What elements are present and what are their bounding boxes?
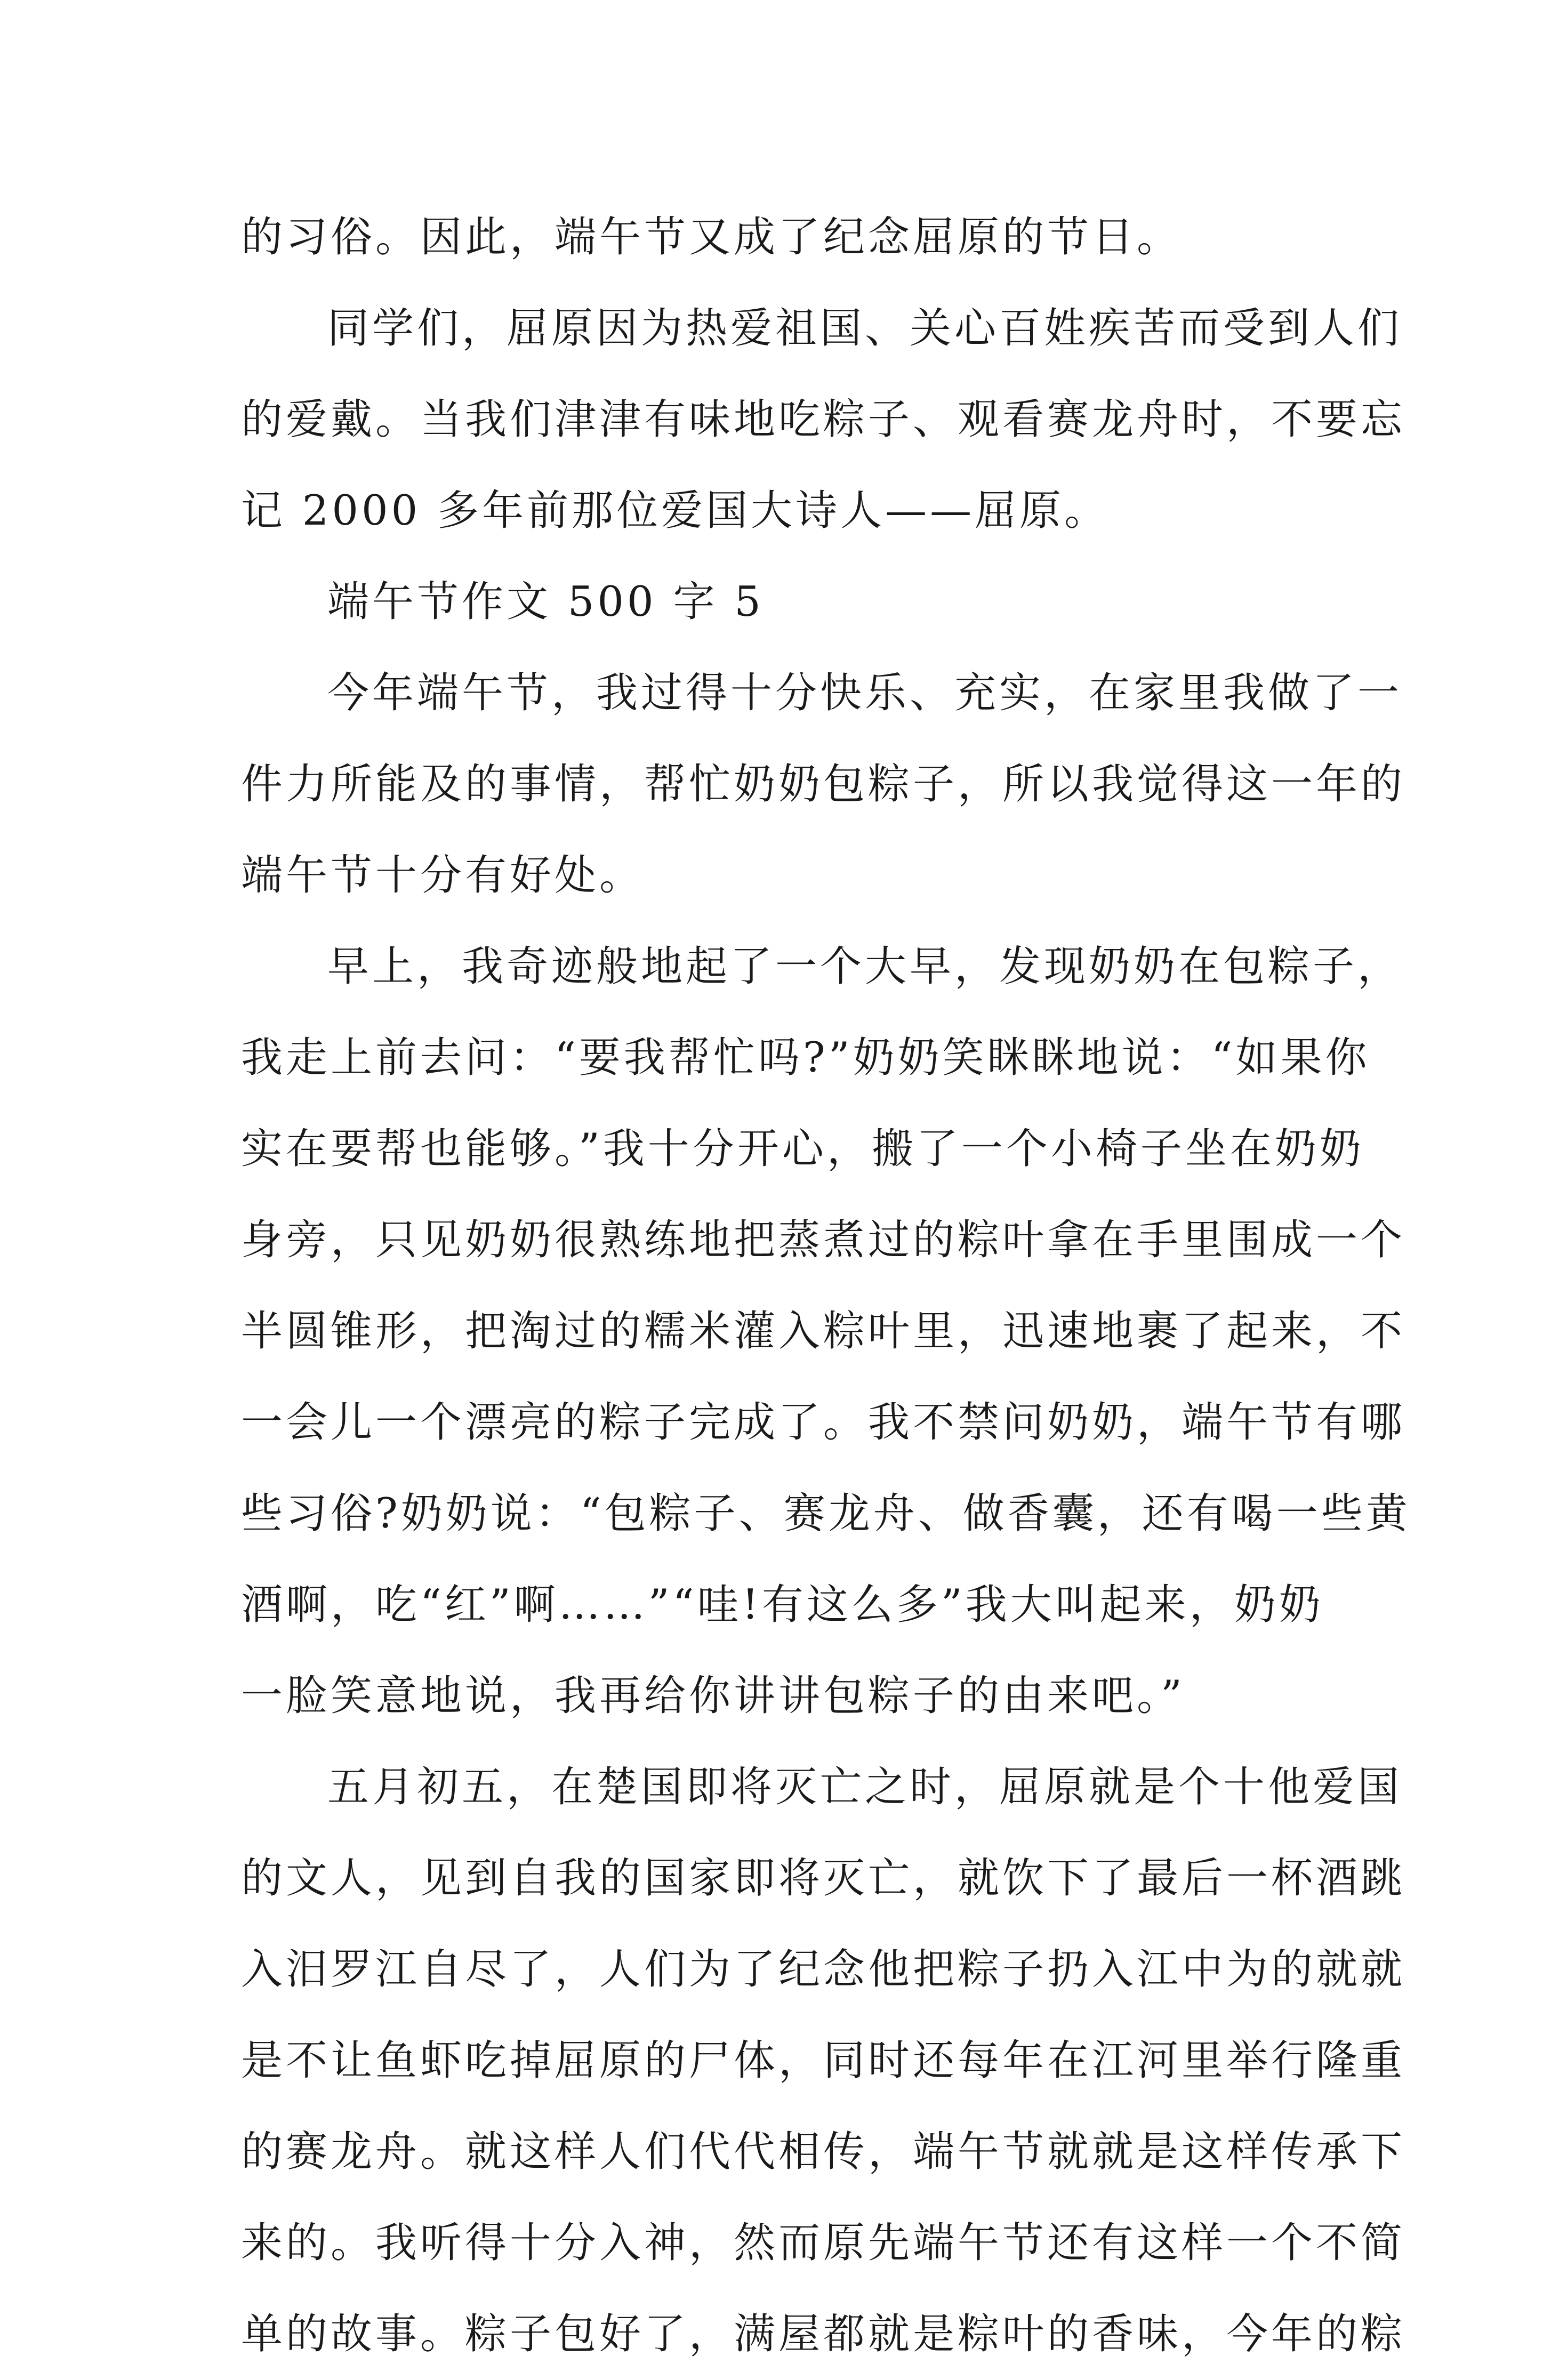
text-line: 记 2000 多年前那位爱国大诗人——屈原。: [241, 487, 1110, 535]
text-line: 今年端午节，我过得十分快乐、充实，在家里我做了一: [327, 669, 1403, 717]
text-line: 身旁，只见奶奶很熟练地把蒸煮过的粽叶拿在手里围成一个: [241, 1216, 1406, 1264]
text-line: 是不让鱼虾吃掉屈原的尸体，同时还每年在江河里举行隆重: [241, 2037, 1406, 2085]
text-line: 的习俗。因此，端午节又成了纪念屈原的节日。: [241, 213, 1182, 261]
text-line: 端午节十分有好处。: [241, 851, 645, 899]
document-body: [241, 192, 1411, 2380]
text-line: 些习俗?奶奶说：“包粽子、赛龙舟、做香囊，还有喝一些黄: [241, 1490, 1411, 1538]
text-line: 五月初五，在楚国即将灭亡之时，屈原就是个十他爱国: [327, 1763, 1403, 1811]
text-line: 一会儿一个漂亮的粽子完成了。我不禁问奶奶，端午节有哪: [241, 1398, 1406, 1446]
text-line: 端午节作文 500 字 5: [327, 578, 764, 626]
text-line: 的爱戴。当我们津津有味地吃粽子、观看赛龙舟时，不要忘: [241, 396, 1406, 444]
text-line: 一脸笑意地说，我再给你讲讲包粽子的由来吧。”: [241, 1672, 1185, 1720]
text-line: 半圆锥形，把淘过的糯米灌入粽叶里，迅速地裹了起来，不: [241, 1307, 1406, 1355]
text-line: 件力所能及的事情，帮忙奶奶包粽子，所以我觉得这一年的: [241, 760, 1406, 808]
text-line: 来的。我听得十分入神，然而原先端午节还有这样一个不简: [241, 2219, 1406, 2267]
text-line: 酒啊，吃“红”啊……”“哇!有这么多”我大叫起来，奶奶: [241, 1581, 1324, 1629]
text-line: 早上，我奇迹般地起了一个大早，发现奶奶在包粽子，: [327, 943, 1403, 991]
text-line: 单的故事。粽子包好了，满屋都就是粽叶的香味，今年的粽: [241, 2310, 1406, 2358]
text-line: 我走上前去问：“要我帮忙吗?”奶奶笑眯眯地说：“如果你: [241, 1034, 1370, 1082]
text-line: 入汨罗江自尽了，人们为了纪念他把粽子扔入江中为的就就: [241, 1945, 1406, 1993]
text-line: 的赛龙舟。就这样人们代代相传，端午节就就是这样传承下: [241, 2128, 1406, 2176]
text-line: 实在要帮也能够。”我十分开心，搬了一个小椅子坐在奶奶: [241, 1125, 1364, 1173]
text-line: 同学们，屈原因为热爱祖国、关心百姓疾苦而受到人们: [327, 304, 1403, 352]
text-line: 的文人，见到自我的国家即将灭亡，就饮下了最后一杯酒跳: [241, 1854, 1406, 1902]
